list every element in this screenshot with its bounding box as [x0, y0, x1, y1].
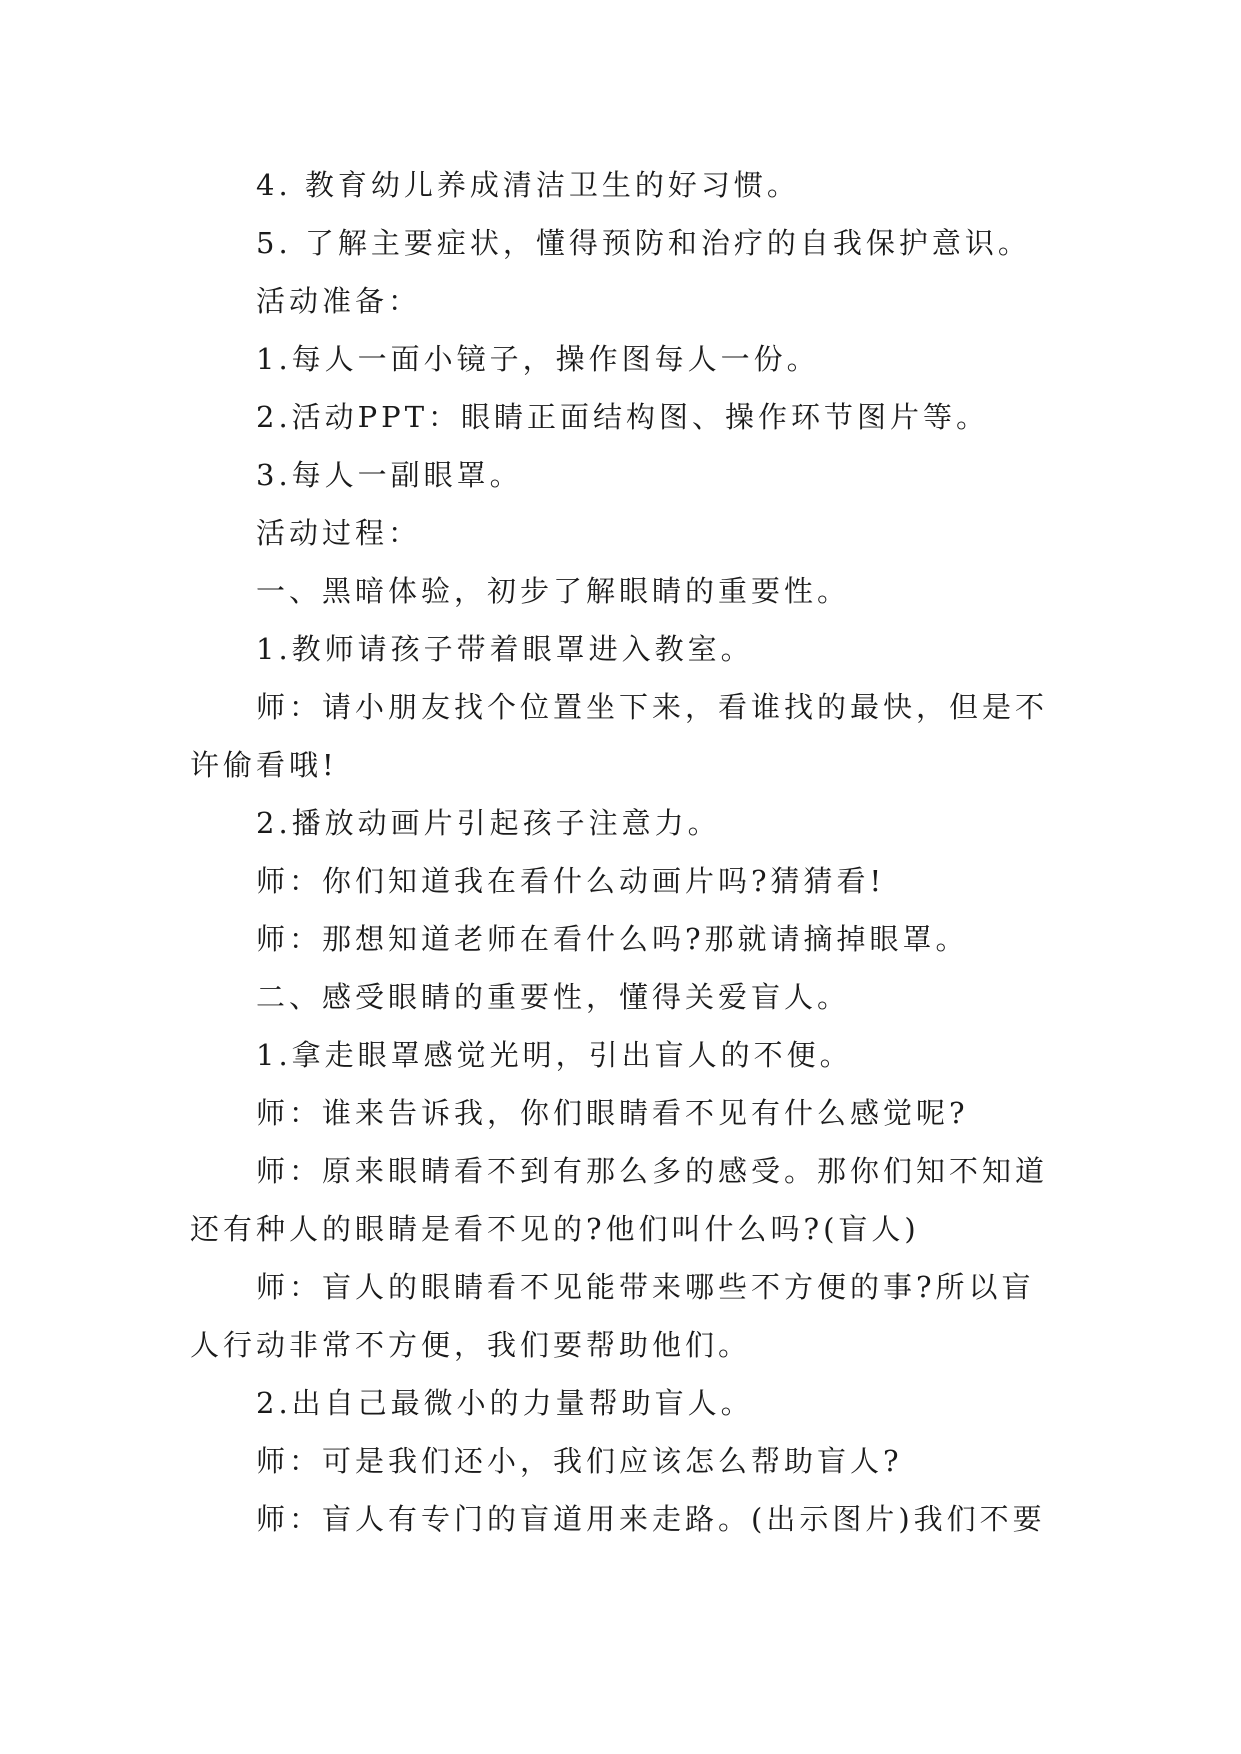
paragraph-continuation-line: 还有种人的眼睛是看不见的?他们叫什么吗?(盲人) [190, 1212, 920, 1246]
paragraph-line: 师：盲人有专门的盲道用来走路。(出示图片)我们不要 [256, 1502, 1046, 1536]
paragraph-continuation-line: 人行动非常不方便，我们要帮助他们。 [190, 1328, 752, 1362]
paragraph-line: 师：请小朋友找个位置坐下来，看谁找的最快，但是不 [256, 690, 1049, 724]
paragraph-line: 5. 了解主要症状，懂得预防和治疗的自我保护意识。 [256, 226, 1031, 260]
paragraph-continuation-line: 许偷看哦! [190, 748, 338, 782]
paragraph-line: 师：可是我们还小，我们应该怎么帮助盲人? [256, 1444, 903, 1478]
paragraph-line: 师：原来眼睛看不到有那么多的感受。那你们知不知道 [256, 1154, 1049, 1188]
paragraph-line: 2.出自己最微小的力量帮助盲人。 [256, 1386, 754, 1420]
paragraph-line: 师：那想知道老师在看什么吗?那就请摘掉眼罩。 [256, 922, 969, 956]
paragraph-line: 4. 教育幼儿养成清洁卫生的好习惯。 [256, 168, 800, 202]
paragraph-line: 1.教师请孩子带着眼罩进入教室。 [256, 632, 754, 666]
paragraph-line: 师：盲人的眼睛看不见能带来哪些不方便的事?所以盲 [256, 1270, 1035, 1304]
paragraph-line: 3.每人一副眼罩。 [256, 458, 523, 492]
section-heading: 活动过程： [256, 516, 422, 550]
paragraph-line: 师：谁来告诉我，你们眼睛看不见有什么感觉呢? [256, 1096, 969, 1130]
document-body [190, 156, 1052, 1548]
paragraph-line: 1.每人一面小镜子，操作图每人一份。 [256, 342, 820, 376]
subsection-heading: 二、感受眼睛的重要性，懂得关爱盲人。 [256, 980, 851, 1014]
paragraph-line: 1.拿走眼罩感觉光明，引出盲人的不便。 [256, 1038, 853, 1072]
paragraph-line: 2.播放动画片引起孩子注意力。 [256, 806, 721, 840]
section-heading: 活动准备： [256, 284, 422, 318]
subsection-heading: 一、黑暗体验，初步了解眼睛的重要性。 [256, 574, 851, 608]
paragraph-line: 2.活动PPT：眼睛正面结构图、操作环节图片等。 [256, 400, 990, 434]
paragraph-line: 师：你们知道我在看什么动画片吗?猜猜看! [256, 864, 886, 898]
